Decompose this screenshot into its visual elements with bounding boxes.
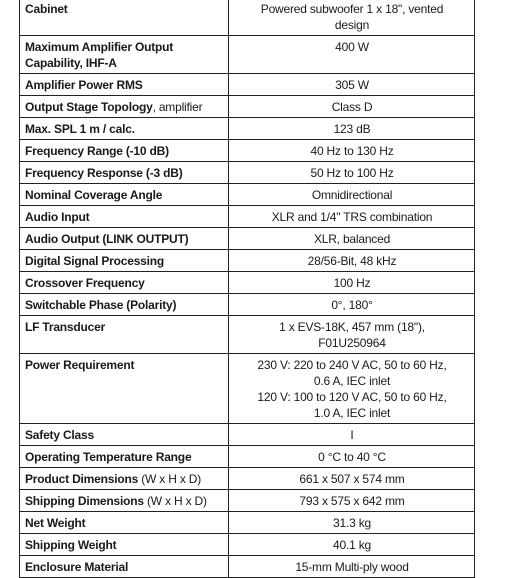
spec-row bbox=[20, 272, 475, 294]
spec-value-cell bbox=[229, 468, 475, 490]
spec-value-cell bbox=[229, 228, 475, 250]
spec-value-cell bbox=[229, 446, 475, 468]
spec-label: Digital Signal Processing bbox=[25, 254, 165, 268]
spec-value-line: F01U250964 bbox=[318, 336, 386, 350]
spec-value-line: 31.3 kg bbox=[333, 516, 371, 530]
spec-label-cell bbox=[20, 0, 229, 36]
specifications-table-body bbox=[20, 0, 475, 578]
spec-label-cell bbox=[20, 354, 229, 424]
spec-row bbox=[20, 140, 475, 162]
spec-value-cell bbox=[229, 534, 475, 556]
spec-label-cell bbox=[20, 206, 229, 228]
spec-row bbox=[20, 534, 475, 556]
spec-value-line: 661 x 507 x 574 mm bbox=[299, 472, 405, 486]
spec-label: Operating Temperature Range bbox=[25, 450, 192, 464]
spec-value-line: 100 Hz bbox=[333, 276, 371, 290]
spec-row bbox=[20, 354, 475, 424]
spec-label: Switchable Phase (Polarity) bbox=[25, 298, 177, 312]
spec-label: Shipping Weight bbox=[25, 538, 117, 552]
spec-label: Output Stage Topology bbox=[25, 100, 153, 114]
spec-label: LF Transducer bbox=[25, 320, 106, 334]
spec-label: Product Dimensions bbox=[25, 472, 139, 486]
spec-value-line: Class D bbox=[331, 100, 373, 114]
spec-value-cell bbox=[229, 0, 475, 36]
spec-value-cell bbox=[229, 294, 475, 316]
spec-label-note: (W x H x D) bbox=[143, 494, 207, 508]
spec-value-line: I bbox=[350, 428, 354, 442]
spec-label-cell bbox=[20, 250, 229, 272]
spec-value-line: 793 x 575 x 642 mm bbox=[299, 494, 405, 508]
spec-row bbox=[20, 228, 475, 250]
spec-row bbox=[20, 512, 475, 534]
spec-value-cell bbox=[229, 272, 475, 294]
spec-value-line: XLR, balanced bbox=[313, 232, 391, 246]
spec-row bbox=[20, 36, 475, 74]
spec-label: Audio Output (LINK OUTPUT) bbox=[25, 232, 189, 246]
spec-label-cell bbox=[20, 490, 229, 512]
spec-value-line: Powered subwoofer 1 x 18", vented bbox=[260, 2, 444, 16]
spec-label-cell bbox=[20, 118, 229, 140]
spec-label-cell bbox=[20, 96, 229, 118]
spec-value-cell bbox=[229, 74, 475, 96]
spec-label: Crossover Frequency bbox=[25, 276, 145, 290]
spec-label: Nominal Coverage Angle bbox=[25, 188, 163, 202]
spec-label-cell bbox=[20, 140, 229, 162]
spec-label-note: (W x H x D) bbox=[138, 472, 202, 486]
spec-value-cell bbox=[229, 140, 475, 162]
spec-label: Cabinet bbox=[25, 2, 68, 16]
spec-value-line: 50 Hz to 100 Hz bbox=[310, 166, 394, 180]
spec-label-cell bbox=[20, 36, 229, 74]
spec-value-line: 0 °C to 40 °C bbox=[318, 450, 386, 464]
spec-label-cell bbox=[20, 228, 229, 250]
spec-value-cell bbox=[229, 490, 475, 512]
spec-value-cell bbox=[229, 556, 475, 578]
spec-value-line: 305 W bbox=[335, 78, 369, 92]
spec-row bbox=[20, 74, 475, 96]
spec-row bbox=[20, 96, 475, 118]
spec-label-cell bbox=[20, 424, 229, 446]
spec-label-cell bbox=[20, 184, 229, 206]
spec-value-line: XLR and 1/4" TRS combination bbox=[271, 210, 433, 224]
spec-label-cell bbox=[20, 468, 229, 490]
spec-value-line: 1 x EVS-18K, 457 mm (18"), bbox=[279, 320, 425, 334]
spec-label-cell bbox=[20, 294, 229, 316]
spec-label: Safety Class bbox=[25, 428, 94, 442]
spec-value-line: 123 dB bbox=[333, 122, 371, 136]
spec-value-cell bbox=[229, 206, 475, 228]
spec-label: Audio Input bbox=[25, 210, 90, 224]
spec-value-cell bbox=[229, 184, 475, 206]
spec-row bbox=[20, 250, 475, 272]
spec-value-cell bbox=[229, 250, 475, 272]
spec-label: Net Weight bbox=[25, 516, 86, 530]
spec-row bbox=[20, 0, 475, 36]
spec-value-line: design bbox=[334, 18, 370, 32]
spec-value-cell bbox=[229, 354, 475, 424]
spec-value-line: Omnidirectional bbox=[311, 188, 393, 202]
spec-value-cell bbox=[229, 96, 475, 118]
spec-value-line: 28/56-Bit, 48 kHz bbox=[307, 254, 397, 268]
spec-row bbox=[20, 316, 475, 354]
spec-label: Shipping Dimensions bbox=[25, 494, 144, 508]
spec-value-cell bbox=[229, 316, 475, 354]
spec-row bbox=[20, 294, 475, 316]
spec-row bbox=[20, 490, 475, 512]
spec-label-cell bbox=[20, 556, 229, 578]
spec-label: Amplifier Power RMS bbox=[25, 78, 143, 92]
spec-value-line: 230 V: 220 to 240 V AC, 50 to 60 Hz, bbox=[257, 358, 447, 372]
spec-row bbox=[20, 162, 475, 184]
spec-row bbox=[20, 118, 475, 140]
spec-label: Power Requirement bbox=[25, 358, 135, 372]
spec-value-cell bbox=[229, 118, 475, 140]
spec-value-cell bbox=[229, 512, 475, 534]
spec-value-cell bbox=[229, 424, 475, 446]
spec-value-line: 0.6 A, IEC inlet bbox=[313, 374, 391, 388]
spec-label-cell bbox=[20, 316, 229, 354]
spec-label-cell bbox=[20, 512, 229, 534]
spec-label-cell bbox=[20, 74, 229, 96]
spec-row bbox=[20, 468, 475, 490]
spec-value-line: 15-mm Multi-ply wood bbox=[295, 560, 409, 574]
spec-label: Max. SPL 1 m / calc. bbox=[25, 122, 135, 136]
spec-value-line: 0°, 180° bbox=[331, 298, 373, 312]
spec-label-cell bbox=[20, 534, 229, 556]
spec-label-cell bbox=[20, 446, 229, 468]
spec-value-line: 120 V: 100 to 120 V AC, 50 to 60 Hz, bbox=[257, 390, 447, 404]
spec-value-line: 400 W bbox=[335, 40, 369, 54]
spec-label: Frequency Response (-3 dB) bbox=[25, 166, 183, 180]
spec-row bbox=[20, 184, 475, 206]
spec-label: Enclosure Material bbox=[25, 560, 129, 574]
spec-label-cell bbox=[20, 162, 229, 184]
spec-label: Maximum Amplifier Output Capability, IHF-A bbox=[25, 40, 174, 70]
spec-value-line: 40.1 kg bbox=[333, 538, 371, 552]
specifications-table bbox=[19, 0, 475, 578]
spec-value-line: 1.0 A, IEC inlet bbox=[313, 406, 391, 420]
spec-row bbox=[20, 424, 475, 446]
spec-label-cell bbox=[20, 272, 229, 294]
spec-value-line: 40 Hz to 130 Hz bbox=[310, 144, 394, 158]
spec-row bbox=[20, 446, 475, 468]
spec-row bbox=[20, 556, 475, 578]
spec-value-cell bbox=[229, 36, 475, 74]
spec-label: Frequency Range (-10 dB) bbox=[25, 144, 169, 158]
spec-row bbox=[20, 206, 475, 228]
spec-label-note: , amplifier bbox=[152, 100, 203, 114]
spec-value-cell bbox=[229, 162, 475, 184]
